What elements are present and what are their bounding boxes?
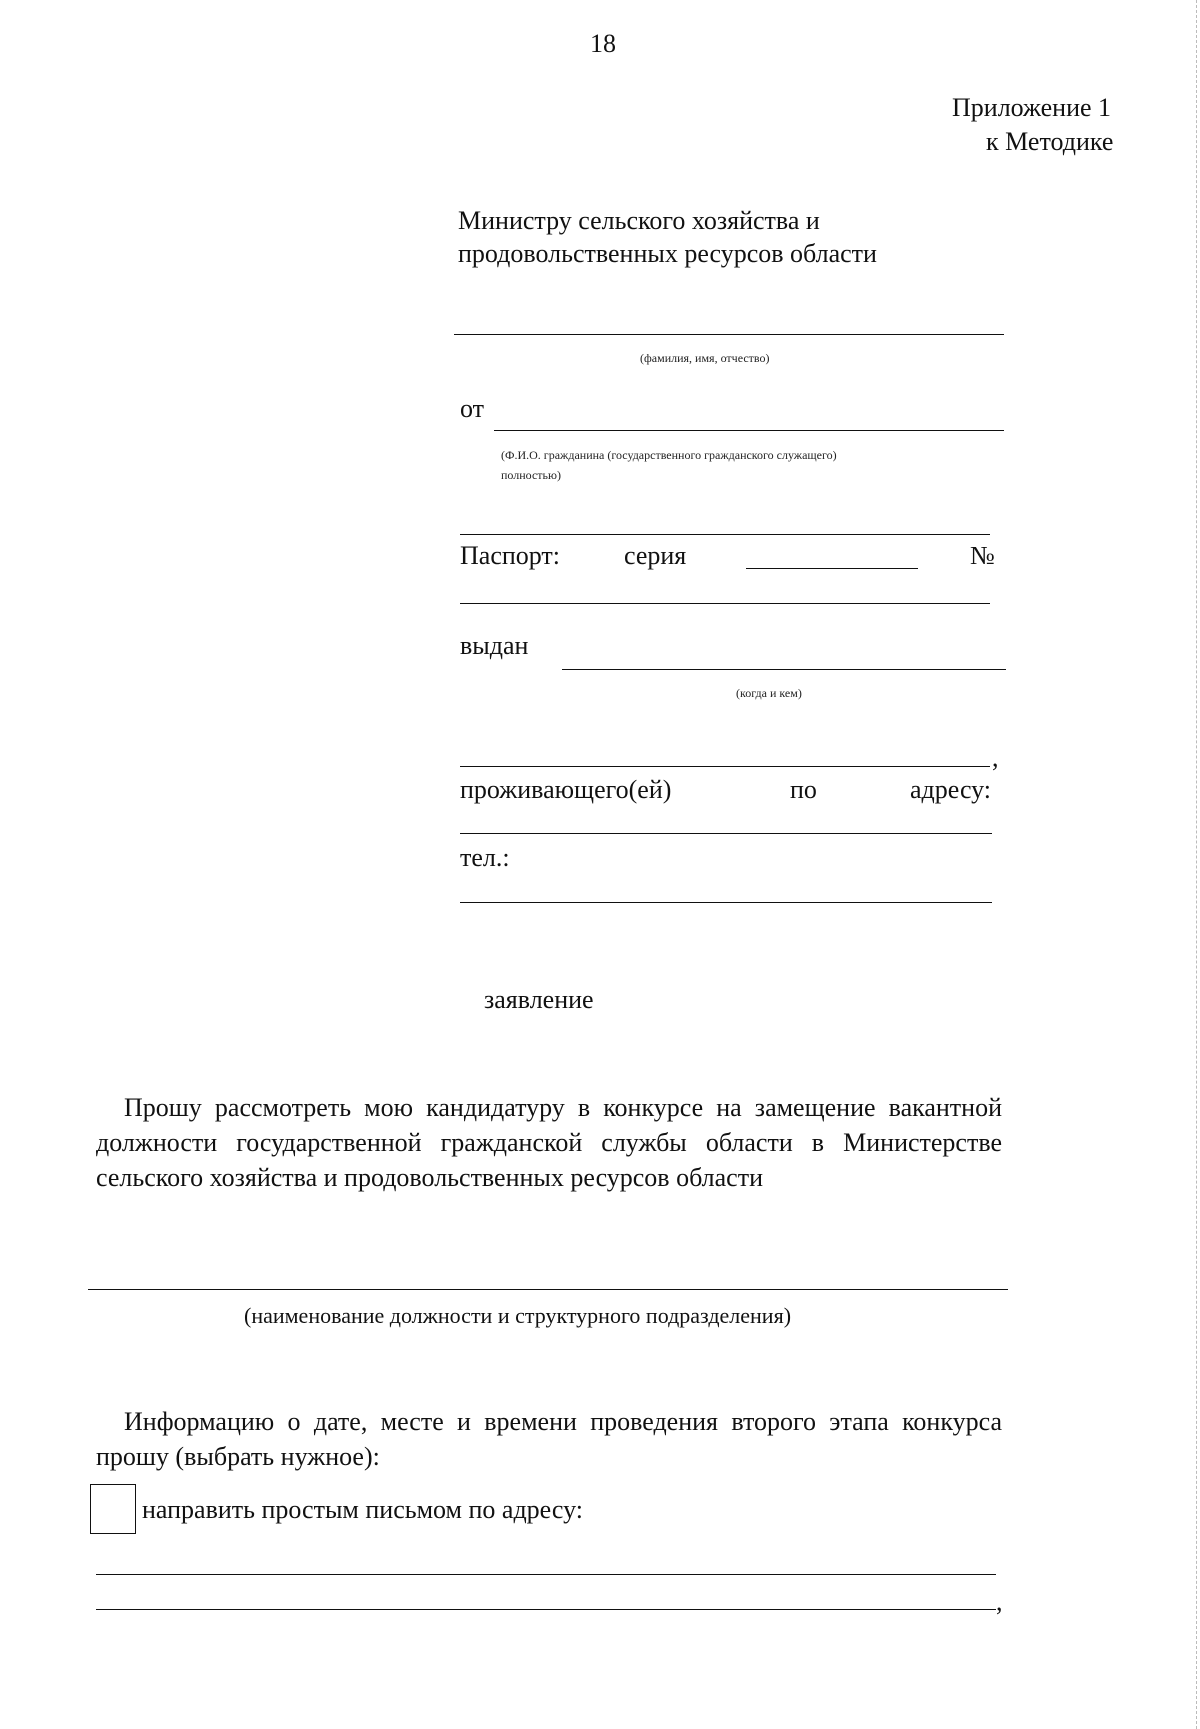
citizen-input-line[interactable]: [460, 534, 990, 535]
addressee-line2: продовольственных ресурсов области: [458, 239, 877, 268]
number-label: №: [970, 541, 995, 570]
mail-option-label: направить простым письмом по адресу:: [142, 1495, 583, 1524]
series-input-line[interactable]: [746, 568, 918, 569]
position-input-line[interactable]: [88, 1289, 1008, 1290]
document-title: заявление: [484, 985, 594, 1014]
issued-input-line-2[interactable]: [460, 766, 990, 767]
citizen-caption-line1: (Ф.И.О. гражданина (государственного гражданского служащего): [501, 448, 837, 462]
from-input-line[interactable]: [494, 430, 1004, 431]
addressee-line1: Министру сельского хозяйства и: [458, 206, 820, 235]
info-paragraph: Информацию о дате, месте и времени проведения второго этапа конкурса прошу (выбрать нужное):: [96, 1407, 1002, 1471]
page-number: 18: [590, 29, 616, 58]
fio-input-line[interactable]: [454, 334, 1004, 335]
residing-label: проживающего(ей): [460, 775, 672, 804]
mail-address-comma: ,: [996, 1587, 1003, 1616]
issued-caption: (когда и кем): [736, 686, 802, 700]
by-label: по: [790, 775, 817, 804]
citizen-caption-line2: полностью): [501, 468, 561, 482]
request-paragraph: Прошу рассмотреть мою кандидатуру в конкурсе на замещение вакантной должности государственной гражданской службы области в Министерстве сельского хозяйства и продовольственных ресурсов области: [96, 1093, 1002, 1192]
issued-input-line[interactable]: [562, 669, 1006, 670]
appendix-line2: к Методике: [986, 127, 1114, 156]
passport-label: Паспорт:: [460, 541, 561, 570]
mail-address-line-2[interactable]: [96, 1609, 996, 1610]
from-label: от: [460, 394, 485, 423]
scan-edge: [1196, 0, 1200, 1729]
mail-address-line-1[interactable]: [96, 1574, 996, 1575]
position-caption: (наименование должности и структурного подразделения): [244, 1303, 792, 1328]
mail-option-checkbox[interactable]: [90, 1484, 136, 1534]
phone-input-line[interactable]: [460, 902, 992, 903]
address-input-line[interactable]: [460, 833, 992, 834]
series-label: серия: [624, 541, 687, 570]
phone-label: тел.:: [460, 843, 510, 872]
issued-label: выдан: [460, 631, 529, 660]
passport-input-line[interactable]: [460, 603, 990, 604]
issued-comma: ,: [992, 743, 999, 772]
address-label: адресу:: [910, 775, 992, 804]
fio-caption: (фамилия, имя, отчество): [640, 351, 770, 365]
appendix-line1: Приложение 1: [952, 93, 1112, 122]
